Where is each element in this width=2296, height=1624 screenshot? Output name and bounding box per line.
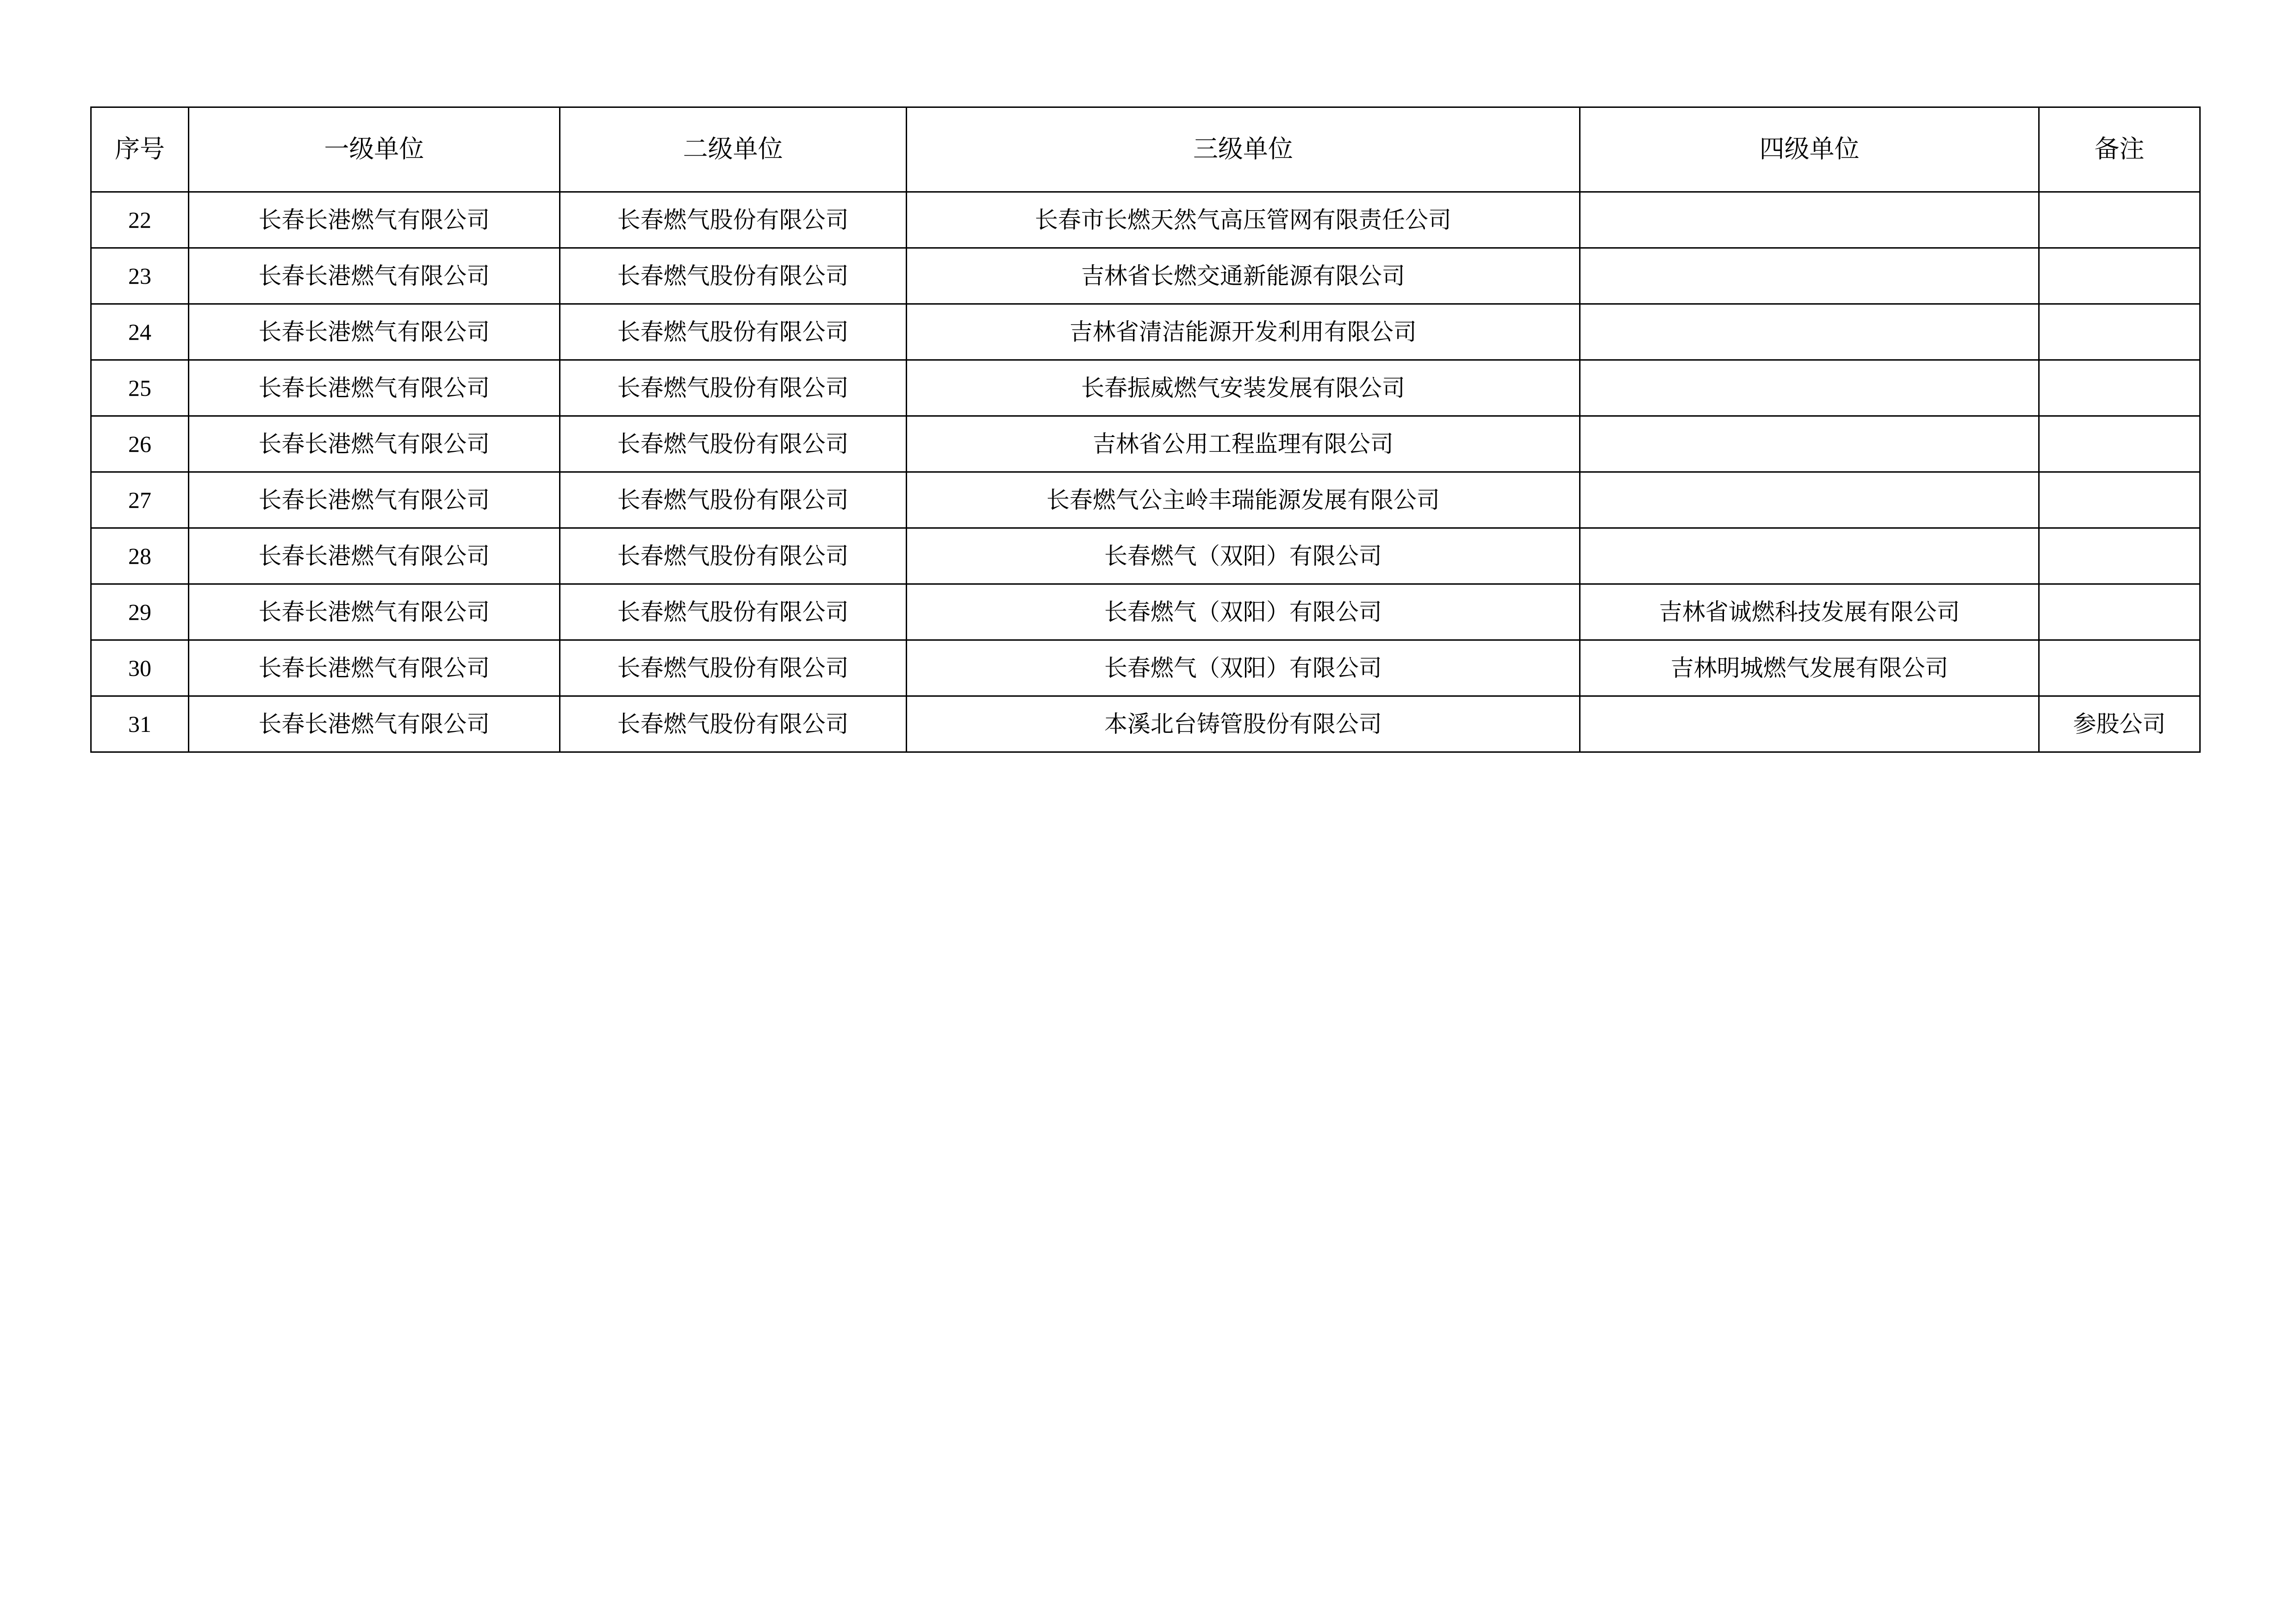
cell-seq: 25 [91,360,189,416]
table-row [91,640,2200,696]
cell-level1: 长春长港燃气有限公司 [188,696,560,752]
cell-seq: 24 [91,304,189,360]
cell-note [2039,584,2200,640]
cell-level3: 本溪北台铸管股份有限公司 [906,696,1580,752]
cell-note [2039,528,2200,584]
cell-level3: 长春燃气（双阳）有限公司 [906,528,1580,584]
cell-note [2039,416,2200,472]
cell-note [2039,248,2200,304]
cell-note [2039,640,2200,696]
cell-level3: 吉林省长燃交通新能源有限公司 [906,248,1580,304]
cell-level4: 吉林明城燃气发展有限公司 [1580,640,2039,696]
column-header-seq: 序号 [91,107,189,192]
column-header-level2: 二级单位 [560,107,906,192]
cell-level4 [1580,304,2039,360]
cell-seq: 28 [91,528,189,584]
cell-level1: 长春长港燃气有限公司 [188,584,560,640]
cell-level3: 长春燃气公主岭丰瑞能源发展有限公司 [906,472,1580,528]
cell-level4 [1580,528,2039,584]
unit-hierarchy-table [90,106,2201,753]
cell-level2: 长春燃气股份有限公司 [560,304,906,360]
cell-level2: 长春燃气股份有限公司 [560,416,906,472]
cell-level3: 长春燃气（双阳）有限公司 [906,584,1580,640]
cell-seq: 23 [91,248,189,304]
cell-level1: 长春长港燃气有限公司 [188,360,560,416]
table-header-row [91,107,2200,192]
cell-level2: 长春燃气股份有限公司 [560,640,906,696]
table-row [91,584,2200,640]
cell-level4 [1580,360,2039,416]
table-row [91,304,2200,360]
cell-seq: 22 [91,192,189,248]
cell-note [2039,472,2200,528]
cell-level1: 长春长港燃气有限公司 [188,472,560,528]
cell-level4 [1580,192,2039,248]
cell-seq: 31 [91,696,189,752]
cell-level4 [1580,472,2039,528]
cell-level4: 吉林省诚燃科技发展有限公司 [1580,584,2039,640]
cell-level4 [1580,248,2039,304]
cell-seq: 29 [91,584,189,640]
cell-level3: 长春市长燃天然气高压管网有限责任公司 [906,192,1580,248]
column-header-level4: 四级单位 [1580,107,2039,192]
cell-level1: 长春长港燃气有限公司 [188,640,560,696]
cell-note: 参股公司 [2039,696,2200,752]
cell-level2: 长春燃气股份有限公司 [560,248,906,304]
cell-level2: 长春燃气股份有限公司 [560,696,906,752]
table-row [91,416,2200,472]
cell-level4 [1580,696,2039,752]
cell-level3: 长春振威燃气安装发展有限公司 [906,360,1580,416]
table-row [91,360,2200,416]
column-header-note: 备注 [2039,107,2200,192]
cell-level2: 长春燃气股份有限公司 [560,584,906,640]
cell-level1: 长春长港燃气有限公司 [188,416,560,472]
column-header-level1: 一级单位 [188,107,560,192]
column-header-level3: 三级单位 [906,107,1580,192]
cell-level3: 吉林省公用工程监理有限公司 [906,416,1580,472]
cell-level1: 长春长港燃气有限公司 [188,192,560,248]
table-row [91,528,2200,584]
cell-seq: 30 [91,640,189,696]
table-header [91,107,2200,192]
cell-level2: 长春燃气股份有限公司 [560,192,906,248]
cell-level2: 长春燃气股份有限公司 [560,528,906,584]
cell-seq: 27 [91,472,189,528]
cell-level3: 吉林省清洁能源开发利用有限公司 [906,304,1580,360]
table-body [91,192,2200,752]
cell-level4 [1580,416,2039,472]
table-row [91,248,2200,304]
cell-level1: 长春长港燃气有限公司 [188,304,560,360]
cell-note [2039,304,2200,360]
table-row [91,192,2200,248]
table-row [91,696,2200,752]
cell-note [2039,192,2200,248]
cell-seq: 26 [91,416,189,472]
cell-level3: 长春燃气（双阳）有限公司 [906,640,1580,696]
cell-level1: 长春长港燃气有限公司 [188,528,560,584]
table-row [91,472,2200,528]
cell-level2: 长春燃气股份有限公司 [560,360,906,416]
cell-level1: 长春长港燃气有限公司 [188,248,560,304]
cell-level2: 长春燃气股份有限公司 [560,472,906,528]
cell-note [2039,360,2200,416]
